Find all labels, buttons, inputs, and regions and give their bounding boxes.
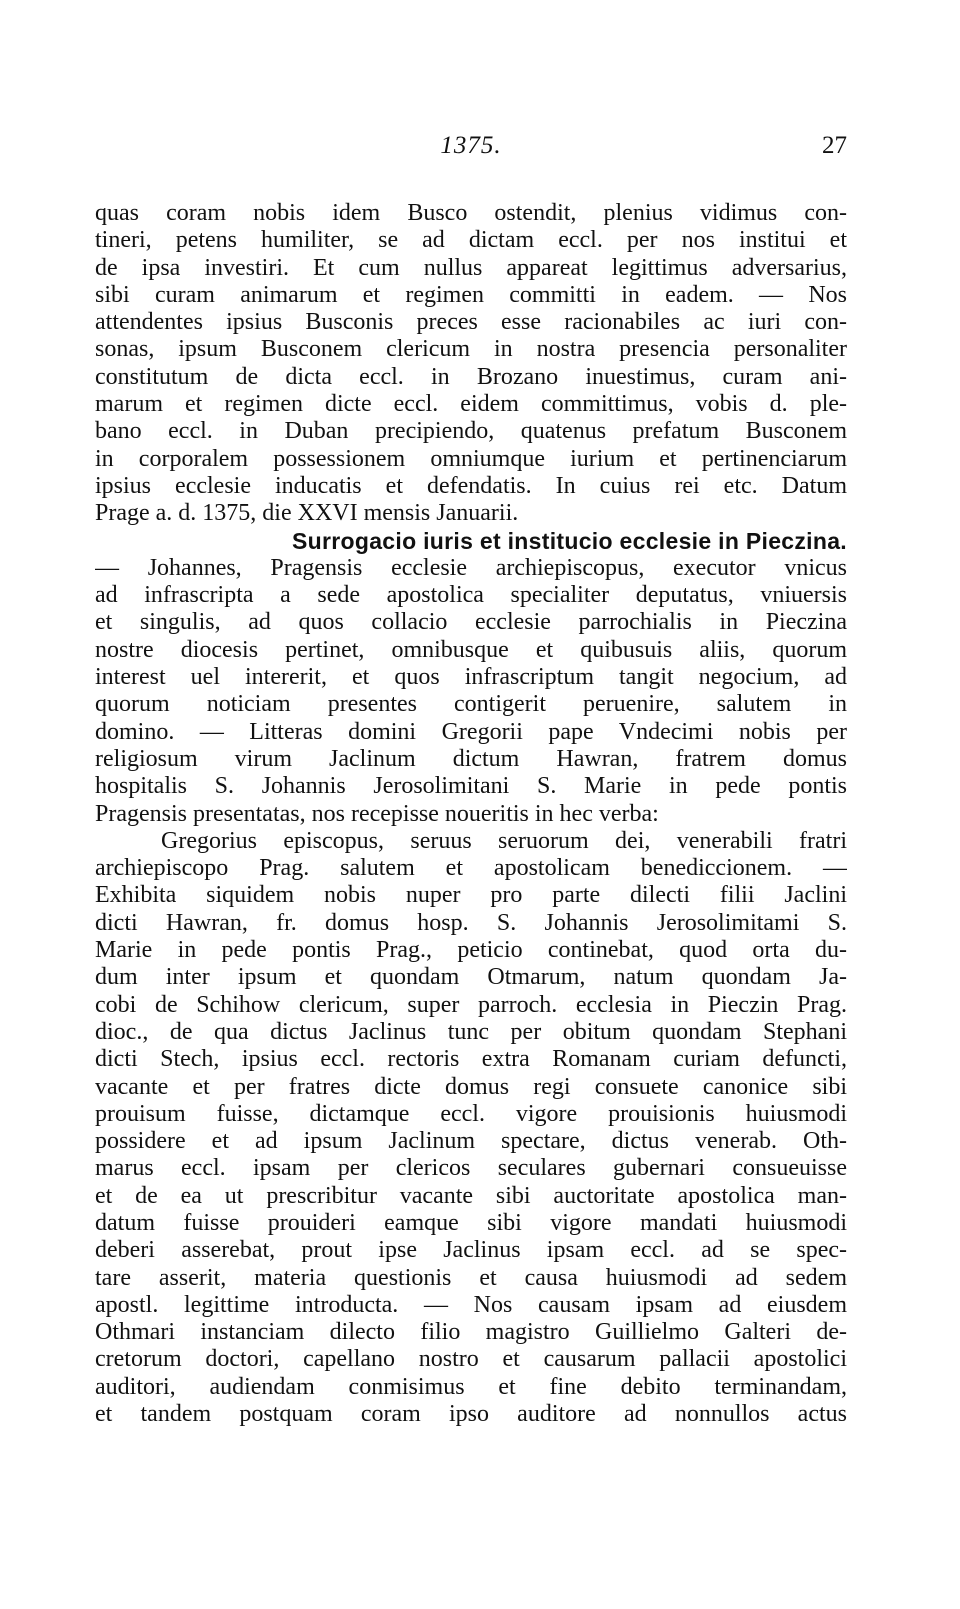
text-line: tare asserit, materia questionis et causa huiusmodi ad sedem [95,1264,847,1291]
text-line: dicti Stech, ipsius eccl. rectoris extra Romanam curiam defuncti, [95,1046,847,1073]
text-line: sibi curam animarum et regimen committi in eadem. — Nos [95,281,847,308]
text-line: nostre diocesis pertinet, omnibusque et quibusuis aliis, quorum [95,636,847,663]
text-line: deberi asserebat, prout ipse Jaclinus ipsam eccl. ad se spec- [95,1237,847,1264]
text-line: cretorum doctori, capellano nostro et causarum pallacii apostolici [95,1346,847,1373]
text-line: domino. — Litteras domini Gregorii pape Vndecimi nobis per [95,718,847,745]
text-line: sonas, ipsum Busconem clericum in nostra presencia personaliter [95,336,847,363]
text-line: prouisum fuisse, dictamque eccl. vigore prouisionis huiusmodi [95,1100,847,1127]
text-line: auditori, audiendam conmisimus et fine debito terminandam, [95,1373,847,1400]
section-heading: Surrogacio iuris et institucio ecclesie in Pieczina. [292,527,847,554]
text-line: Gregorius episcopus, seruus seruorum dei, venerabili fratri [161,827,847,854]
text-line: hospitalis S. Johannis Jerosolimitani S. Marie in pede pontis [95,773,847,800]
text-line: apostl. legittime introducta. — Nos causam ipsam ad eiusdem [95,1291,847,1318]
text-line: dicti Hawran, fr. domus hosp. S. Johannis Jerosolimitami S. [95,909,847,936]
page-number: 27 [822,132,847,159]
text-line: Marie in pede pontis Prag., peticio continebat, quod orta du- [95,937,847,964]
text-line: bano eccl. in Duban precipiendo, quatenus prefatum Busconem [95,418,847,445]
text-line: constitutum de dicta eccl. in Brozano inuestimus, curam ani- [95,363,847,390]
text-line: archiepiscopo Prag. salutem et apostolicam benediccionem. — [95,855,847,882]
text-line: Othmari instanciam dilecto filio magistro Guillielmo Galteri de- [95,1319,847,1346]
page-header [95,132,847,168]
text-line: vacante et per fratres dicte domus regi consuete canonice sibi [95,1073,847,1100]
text-line: quorum noticiam presentes contigerit peruenire, salutem in [95,691,847,718]
body-text [95,200,847,1428]
text-line: tineri, petens humiliter, se ad dictam eccl. per nos institui et [95,227,847,254]
text-line: et tandem postquam coram ipso auditore ad nonnullos actus [95,1401,847,1428]
text-line: de ipsa investiri. Et cum nullus appareat legittimus adversarius, [95,254,847,281]
text-line: — Johannes, Pragensis ecclesie archiepiscopus, executor vnicus [95,554,847,581]
text-line: et de ea ut prescribitur vacante sibi auctoritate apostolica man- [95,1182,847,1209]
text-line: interest uel intererit, et quos infrascriptum tangit negocium, ad [95,664,847,691]
text-line: marus eccl. ipsam per clericos seculares gubernari consueuisse [95,1155,847,1182]
text-line: Exhibita siquidem nobis nuper pro parte dilecti filii Jaclini [95,882,847,909]
running-head-year: 1375. [440,132,502,159]
text-line: in corporalem possessionem omniumque iurium et pertinenciarum [95,445,847,472]
text-line: cobi de Schihow clericum, super parroch. ecclesia in Pieczin Prag. [95,991,847,1018]
text-line: marum et regimen dicte eccl. eidem committimus, vobis d. ple- [95,391,847,418]
text-line: dum inter ipsum et quondam Otmarum, natum quondam Ja- [95,964,847,991]
text-line: religiosum virum Jaclinum dictum Hawran, fratrem domus [95,745,847,772]
text-line: ipsius ecclesie inducatis et defendatis. In cuius rei etc. Datum [95,472,847,499]
text-line: Prage a. d. 1375, die XXVI mensis Januarii. [95,500,519,527]
text-line: datum fuisse prouideri eamque sibi vigore mandati huiusmodi [95,1209,847,1236]
text-line: et singulis, ad quos collacio ecclesie parrochialis in Pieczina [95,609,847,636]
text-line: possidere et ad ipsum Jaclinum spectare, dictus venerab. Oth- [95,1128,847,1155]
text-line: attendentes ipsius Busconis preces esse racionabiles ac iuri con- [95,309,847,336]
text-line: ad infrascripta a sede apostolica specialiter deputatus, vniuersis [95,582,847,609]
text-line: quas coram nobis idem Busco ostendit, plenius vidimus con- [95,200,847,226]
text-line: Pragensis presentatas, nos recepisse noueritis in hec verba: [95,800,659,827]
text-line: dioc., de qua dictus Jaclinus tunc per obitum quondam Stephani [95,1018,847,1045]
